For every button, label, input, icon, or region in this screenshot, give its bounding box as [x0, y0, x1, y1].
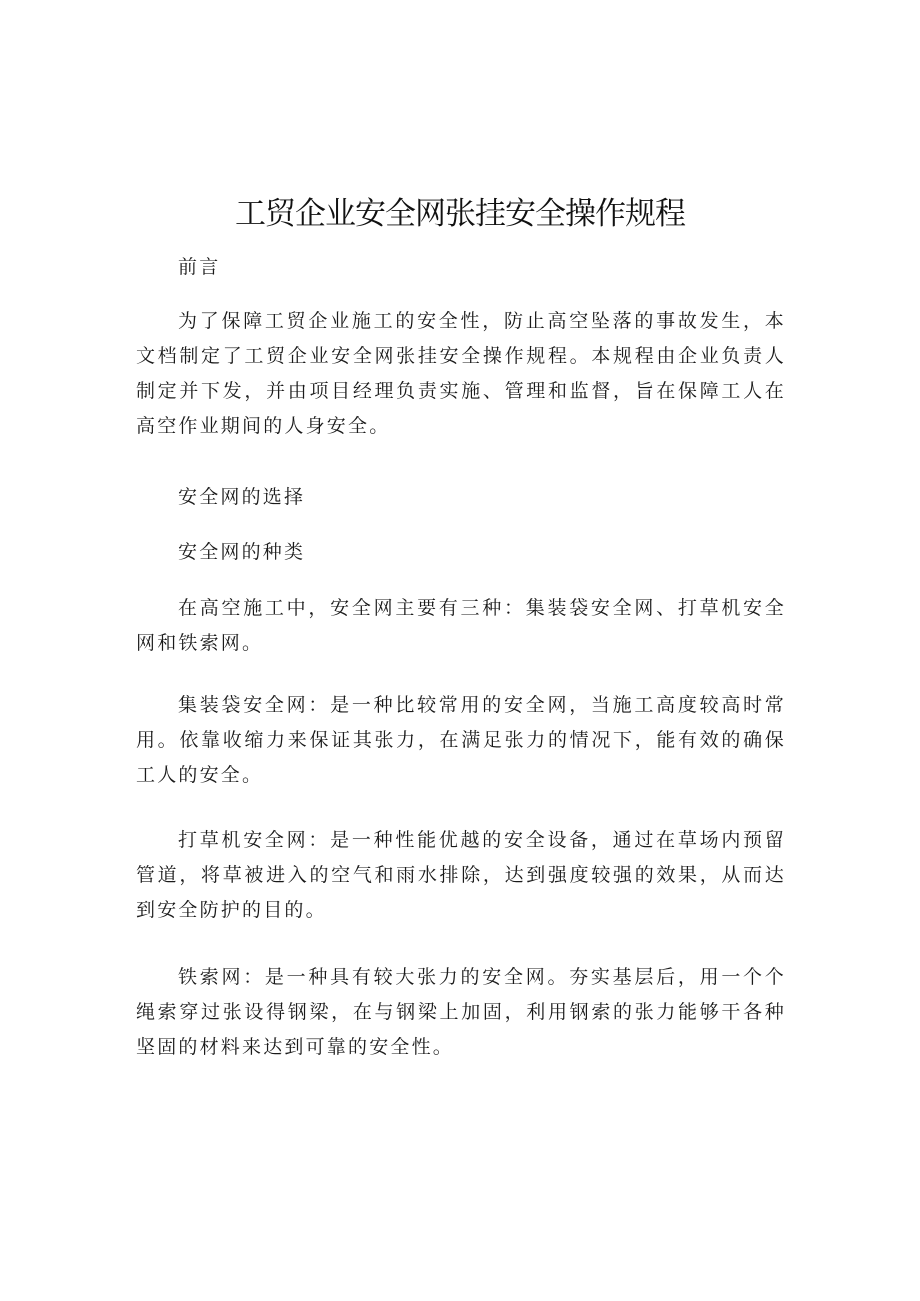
cable-net-paragraph: 铁索网：是一种具有较大张力的安全网。夯实基层后，用一个个绳索穿过张设得钢梁，在与钢梁上加固，利用钢索的张力能够干各种坚固的材料来达到可靠的安全性。: [136, 966, 786, 1058]
container-bag-net-paragraph: 集装袋安全网：是一种比较常用的安全网，当施工高度较高时常用。依靠收缩力来保证其张力，在满足张力的情况下，能有效的确保工人的安全。: [136, 694, 786, 786]
preface-heading: 前言: [178, 256, 221, 278]
grass-cutter-net-paragraph: 打草机安全网：是一种性能优越的安全设备，通过在草场内预留管道，将草被进入的空气和雨水排除，达到强度较强的效果，从而达到安全防护的目的。: [136, 829, 786, 921]
types-intro-paragraph: 在高空施工中，安全网主要有三种：集装袋安全网、打草机安全网和铁索网。: [136, 597, 786, 654]
section-heading-selection: 安全网的选择: [178, 486, 306, 508]
preface-paragraph: 为了保障工贸企业施工的安全性，防止高空坠落的事故发生，本文档制定了工贸企业安全网张挂安全操作规程。本规程由企业负责人制定并下发，并由项目经理负责实施、管理和监督，旨在保障工人在高空作业期间的人身安全。: [136, 310, 786, 437]
document-title: 工贸企业安全网张挂安全操作规程: [235, 196, 685, 232]
subsection-heading-types: 安全网的种类: [178, 541, 306, 563]
